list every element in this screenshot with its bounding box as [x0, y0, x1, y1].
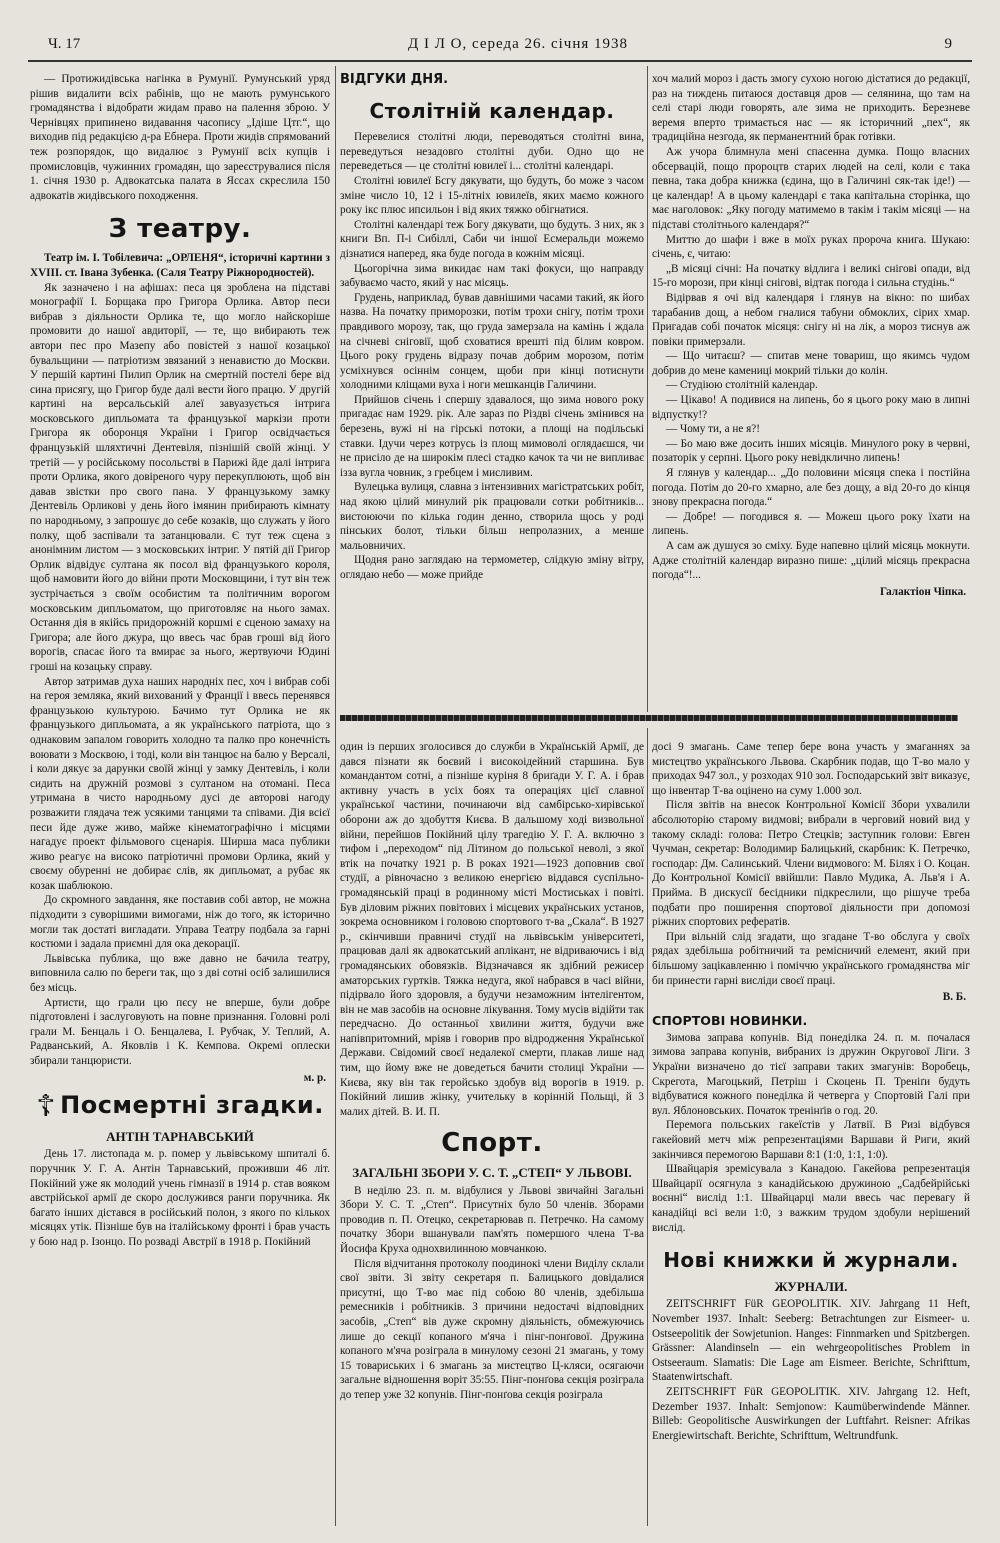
section-divider [340, 715, 958, 721]
article-paragraph: Миттю до шафи і вже в моїх руках пророча книга. Шукаю: січень, є, читаю: [652, 233, 970, 261]
theatre-heading: З театру. [108, 214, 252, 245]
sport-paragraph: досі 9 змагань. Саме тепер бере вона участь у змаганнях за мистецтво українського Львова. Скарбник подав, що Т-во мало у приходах 947 зол., у розходах 910 зол. Господарський звіт виказує, що інвентар Т-ва оцінено на суму 1.000 зол. [652, 741, 970, 797]
obituary-name: АНТІН ТАРНАВСЬКИЙ [106, 1129, 254, 1145]
article-paragraph: Грудень, наприклад, бував давнішими часами такий, як його назва. На початку примoрозки, потім трохи снігу, потім трохи правдивого морозу, так, що груда замерзала на камінь і ждала на січневі сніговії, щоб сховатися врешті під білим ковром. Цього року грудень відразу почав добрим морозом, потім усміхнувся осіннім сонцем, щоби при кінці потиснути холодними кліщами вуха і ноги мешканців Галичини. [340, 291, 644, 392]
theatre-paragraph: До скромного завдання, яке поставив собі автор, не можна підходити з суворішими вимогами, ніж до того, як історично могли так достаті вигладати. Управа Театру подбала за гарні костюми і задала приємні для ока декорації. [30, 894, 330, 951]
obituary-title: Посмертні згадки. [60, 1091, 324, 1120]
article-paragraph: — Студіюю столітній календар. [666, 379, 818, 392]
sport-paragraph: При вільній слід згадати, що згадане Т-во обслуга у своїх рядах здебільша робітничий та ремісничий елемент, який при більшому зацікавленню і поміччю українського громадянства міг би принести гарні висліди своєї праці. [652, 930, 970, 987]
sport-subheading: ЗАГАЛЬНІ ЗБОРИ У. С. Т. „СТЕП“ У ЛЬВОВІ. [352, 1165, 632, 1181]
column-3 [652, 72, 970, 599]
sport-paragraph: В неділю 23. п. м. відбулися у Львові звичайні Загальні Збори У. С. Т. „Степ“. Присутніх було 50 членів. Зборами проводив п. П. Отецко, секретарював п. Петречко. На самому початку Збори вшанували пам'ять помершого члена Т-ва Йосифа Круха однохвилинною мовчанкою. [340, 1184, 644, 1256]
column-divider [647, 728, 648, 1526]
sport-news-item: Швайцарія зремісувала з Канадою. Гакейова репрезентація Швайцарії осягнула з канадійською дружиною „Садбейрійські воєнні“ вислід 1:1. Швайцарці мали ввесь час перевагу й канадійці всі вели 1:0, з важким трудом здобули нерішений вислід. [652, 1163, 970, 1234]
page-header [28, 36, 972, 58]
sport-paragraph: Після звітів на внесок Контрольної Комісії Збори ухвалили абсолюторію старому видмові; вибрали в черговий новий вид у такому складі: голова: Петро Стецків; заступник голови: Евген Чучман, секретар: Володимир Балицький, скарбник: К. Петречко, господар: Дм. Салинський. Члени видмового: М. Білях і О. Коцан. До Контрольної Комісії ввійшли: Павло Мудика, А. Льв'я і А. Прийма. В дискусії бесідники підкреслили, що рішуче треба подбати про поширення спортової діяльности при допомозі ріжних спортових рефератів. [652, 799, 970, 929]
sport-news-item: Зимова заправа копунів. Від понеділка 24. п. м. почалася зимова заправа копунів, вибраних із дружин Округової Ліги. З України визначено до тієї заправи таких змагунів: Воробець, Скрегота, Магоцький, Петріш і Скоцень П. Треніґи будуть відбуватися кожного понеділка й четверга у Спортовій Галі при вул. Яблоновських. Початок тренінґів о год. 20. [652, 1031, 970, 1117]
column-1 [30, 72, 330, 1250]
header-rule [28, 60, 972, 62]
sport-news-item: Перемога польських гакеїстів у Латвії. В Ризі відбувся гакейовий метч між репрезентаціями Варшави й Риги, який закінчився перемогою Варшави 8:1 (1:0, 1:1, 1:0). [652, 1119, 970, 1161]
article-paragraph: Цьогорічна зима викидає нам такі фокуси, що направду забуваємо часто, який у нас місяць. [340, 262, 644, 290]
romania-news: — Протижидівська нагінка в Румунії. Румунський уряд рішив видалити всіх рабінів, що не мають румунського громадянства і відобрати жидам право на палення зброю. У Чернівцях припинено видавання часопису „Ідіше Цтг.“, що виходив під редакцією д-ра Ебнера. Проти жидів спрямований теж розпорядок, що видалює з Румунії всіх купців і промисловців, чужинних громадян, що зареєструвалися після 1. січня 1930 р. Адвокатська палата в Яссах скреслила 150 адвокатів жидівського походження. [30, 73, 330, 202]
sport-paragraph: Після відчитання протоколу поодинокі члени Виділу склали свої звіти. Зі звіту секретаря п. Балицького довідалися присутні, що Т-во має під собою 80 членів, здебільша ремесників і робітників. З причини недостачі відповідних засобів, „Степ“ вів дуже скромну діяльність, обмежуючись лише до секції копаного м'яча і пінг-понґової. Дружина копаного м'яча розіграла в минулому сезоні 21 змагань, у тому 15 товариських і 6 змагань за мистецтво Ц-кляси, осягаючи загальне відношення воріт 35:55. Пінг-понґова секція розіграла до тепер уже 32 копунів. Пінг-понґова секція розіграла [340, 1257, 644, 1401]
article-paragraph: — Цікаво! А подивися на липень, бо я цього року маю в липні відпустку!? [652, 394, 970, 421]
column-2 [340, 72, 644, 583]
column-divider [647, 66, 648, 712]
article-paragraph: хоч малий мороз і дасть змогу сухою ногою дістатися до редакції, раз на тиждень питаюся доставця дров — селянина, що там на селі старі люди говорять, але зима не приходить. Березневе веремя вперто тримається нас — як історичний „пех“, як традиційна незгода, як перманентний брак готівки. [652, 73, 970, 144]
article-paragraph: — Бо маю вже досить інших місяців. Минулого року в червні, позаторік у серпні. Цього року невідклично липень! [652, 437, 970, 465]
bottom-middle-column [340, 740, 644, 1403]
theatre-signature: м. р. [303, 1071, 326, 1084]
obituary-continuation: один із перших зголосився до служби в Українській Армії, де дався пізнати як боєвий і високоідейний старшина. Був командантом сотні, а пізніше куріня 8 бриґади У. Г. А. і брав активну участь в усіх боях та операціях цієї славної української частини, починаючи від самбірсько-хирівської оборони аж до здобуття Києва. В дальшому ході визвольної війни, перейшов Покійний цілу трагедію У. Г. А. включно з тифом і „переходом“ під Літином до польської неволі, з якої втік на початку 1921 р. В роках 1921—1923 доповнив свої студії, а рівночасно з великою енергією віддався суспільно-громадянській праці в родинному місті Мостиськах і повіті. Був діловим ріжних повітових і місцевих українських установ, зокрема основником і головою спортового т-ва „Скала“. В 1927 р., скінчивши правничі студії на львівськім університеті, працював далі як адвокатський аплікант, не відриваючись і від громадянських обовязків. Відзначався як здібний режисер аматорських гуртків. Тяжка недуга, якої набрався в часі війни, підірвало його здоровля, а будучи незаможним інтелігентом, він не мав засобів на основне лікування. Тому мусів відійти так передчасно. До останньої хвилини життя, будучи вже напівпритомний, мріяв і говорив про відродження Української Держави. Свідомий своєї недалекої смерти, плакав лише над тим, що йому вже не доведеться бачити столиці України — Києва, яку він так геройсько здобув від ворогів в 1919. р. Покійний лишив жінку, учительку в корінній Польщі, й 3 малих дітей. В. И. П. [340, 741, 644, 1118]
journal-entry: ZEITSCHRIFT FüR GEOPOLITIK. XIV. Jahrgang 11 Heft, November 1937. Inhalt: Seeberg: Betrachtungen zur Eismeer- u. Ostseepolitik der Sowjetunion. Hanges: Finnmarken und Spitzbergen. Grässner: Alandinseln — ein wehrgeopolitisches Problem in Ostseeraum. Slamatis: Die Lage am Eismeer. Berichte, Schrifttum, Staatenwirtschaft. [652, 1298, 970, 1384]
books-subheading: ЖУРНАЛИ. [774, 1279, 848, 1295]
article-paragraph: Перевелися столітні люди, переводяться столітні вина, переведуться незадовго столітні дуби. Одно що не переведеться — це столітні ювилеї і... столітні календарі. [340, 131, 644, 173]
books-heading: Нові книжки й журнали. [663, 1248, 959, 1273]
sport-news-heading: СПОРТОВІ НОВИНКИ. [652, 1012, 808, 1028]
page-number: 9 [944, 36, 952, 52]
article-paragraph: Столітні календарі теж Богу дякувати, що будуть. З них, як з книги Вп. П-і Сибіллі, Саби чи іншої Есмеральди можемо дізнатися наперед, яка буде погода в кожнім місяці. [340, 218, 644, 260]
article-paragraph: Відірвав я очі від календаря і глянув на вікно: по шибах тарабанив дощ, а небом гналися табуни обмоклих, сірих хмар. Пригадав собі початок місяця: снігу ні на лік, а мороз тиснув аж повіки примерзали. [652, 291, 970, 348]
bottom-right-column [652, 740, 970, 1443]
orthodox-cross-icon: ☦ [36, 1089, 57, 1125]
article-paragraph: А сам аж душуся зо сміху. Буде напевно цілий місяць мокнути. Адже столітній календар виразно пише: „цілий місяць прекрасна погода“!... [652, 540, 970, 582]
theatre-lead: Театр ім. І. Тобілевича: „ОРЛЕНЯ“, історичні картини з XVIII. ст. Івана Зубенка. (Саля Театру Ріжнородностей). [30, 252, 330, 279]
article-paragraph: — Що читаєш? — спитав мене товариш, що якимсь чудом добрив до мене камениці мокрий тільки до колін. [652, 350, 970, 377]
article-title: Столітній календар. [369, 99, 615, 124]
theatre-paragraph: Артисти, що грали цю пєсу не вперше, були добре підготовлені і заслуговують на повне признання. Головні ролі грали М. Бенцаль і О. Бенцалева, І. Рубчак, У. Теплий, А. Радванський, А. Яковлів і К. Кемпова. Окремі оплески збирали танцюристи. [30, 996, 330, 1067]
theatre-paragraph: Як зазначено і на афішах: песа ця зроблена на підставі монографії І. Борщака про Григора Орлика. Автор песи вибрав з діяльности Орлика те, що могло найскоріше промовити до нашої авдиторії, — те, що вибирають теж автори пес про Мазепу або повістей з нашої козацької бувальщини — патріотизм звязаний з ненавистю до Москви. У першій картині Пилип Орлик на смертній постелі бере від сина присягу, що Григор буде далі вести його працю. У другій картині на версальській алеї завуазується інтрига московського дипльомата та французької маркізи проти Григора як оборонця України і Григор освідчається французькій шляхтичні Дентевіля, пізнішій своїй жінці. У третій — у російському посольстві в Парижі йде далі інтрига проти Орлика, якого довіреного чуру перекуплюють, щоб він давав звістки про свого пана. У французькому замку Дентевіль Орликові у день його імянин прибирають кімнату по народньому, з запрошує до себе козаків, що служать у його полку, щоб заспівали та затанцювали. Є тут теж сцена з анонімним листом — з московських інтриг. У пятій дії Григор Орлик відвідує султана як посол від французького короля, щоб намовити його до війни проти Московщини, і тут він теж зустрічається з своїм особистим та політичним ворогом московським дипльоматом, що приготовляє на нього замах. Остання дія в якійсь придорожній коршмі є сценою замаху на Григора; але його джура, що ввесь час брав гроші від його ворогів, спасає його та вмирає за нього, жертвуючи Юдині гроші на козацьку справу. [30, 281, 330, 673]
article-paragraph: Прийшов січень і спершу здавалося, що зима нового року пригадає нам 1929. рік. Але зараз по Різдві січень змінився на березень, вужі ні на гірські потоки, а площі на подільські ставки. Ідучи через котрусь із площ мимоволі оглядаєшся, чи не присіло де на широкім плесі стадко качок та чи не випливає ізза вугла човник, з гребцем і мисливим. [340, 393, 644, 479]
article-paragraph: Щодня рано заглядаю на термометер, слідкую зміну вітру, оглядаю небо — може прийде [340, 554, 644, 582]
masthead-date: Д І Л О, середа 26. січня 1938 [408, 36, 629, 52]
journal-entry: ZEITSCHRIFT FüR GEOPOLITIK. XIV. Jahrgang 12. Heft, Dezember 1937. Inhalt: Semjonow: Kaumüberwindende Männer. Billeb: Geopolitische Auswirkungen der Luftfahrt. Reisner: Afrikas Energiewirtschaft. Berichte, Schrifttum, Weltrundfunk. [652, 1385, 970, 1442]
article-paragraph: Вулецька вулиця, славна з інтензивних магістратських робіт, над якою цілий минулий рік працювали сотки робітників... вистоюючи по кілька годин денно, створила щось у роді пінських болот, тільки більш непролазних, а менше мальовничих. [340, 481, 644, 552]
theatre-paragraph: Львівська публика, що вже давно не бачила театру, виповнила салю по береги так, що з двi сотні осіб залишилися без місць. [30, 952, 330, 995]
sport-signature: В. Б. [942, 991, 966, 1004]
obituary-heading [30, 1089, 330, 1123]
article-paragraph: Аж учора блимнула мені спасенна думка. Пощо власних обсервацій, пощо пророцтв старих людей на селі, коли є така певна, така добра книжка (єдина, що в Галичині сяк-так іде!) — це календар! А в цьому календарі є така капітальна сторінка, що має наголовок: „Яку погоду матимемо в такім і такім місяці — на підставі столітнього календаря?“ [652, 145, 970, 231]
column-divider [335, 66, 336, 1526]
article-paragraph: Столітні ювилеї Бсгу дякувати, що будуть, бо може з часом зміне число 10, 12 і 15-літніх ювилеїв, яких маємо кожного року ікс плюс ипсильон і від яких тяжко обігнатися. [340, 174, 644, 217]
article-signature: Галактіон Чіпка. [879, 585, 966, 598]
article-paragraph: — Добре! — погодився я. — Можеш цього року їхати на липень. [652, 510, 970, 538]
sport-heading: Спорт. [441, 1128, 543, 1159]
obituary-paragraph: День 17. листопада м. р. помер у львівському шпиталі б. поручник У. Г. А. Антін Тарнавський, проживши 46 літ. Покійний уже як молодий учень гімназії в 1914 р. став вояком австрійської армії де скоро дослужився ранги поручника. Як багато інших дістався в російський полон, з якого по кількох місяцях утік. Пізніше був на італійському фронті і брав участь у бою над р. Ізонцо. По розваді Австрії в 1918 р. Покійний [30, 1148, 330, 1248]
article-quote: „В місяці січні: На початку відлига і великі снігові опади, від 15-го морози, при кінці снігові, відтак погода і сильна студінь.“ [652, 262, 970, 290]
section-kicker: ВІДГУКИ ДНЯ. [340, 72, 449, 87]
issue-number: Ч. 17 [48, 36, 81, 52]
theatre-paragraph: Автор затримав духа наших народніх пес, хоч і вибрав собі на героя земляка, який вихований у Франції і ввесь перенявся французькою культурою. Бачимо тут Орлика не як французького дипльомата, а як українського патріота, що з однаковим запалом говорить холодно та палко про конечність воювати з Москвою, і тоді, коли він танцює на балю у Версалі, і коли дякує за дарунки своїй жінці у замку Дентевіль, і коли сидить на дружній розмові з султаном на отомані. Песа утримана в чисто народньому дусі де авторові нагоду розважити глядача теж усякими танцями та співами. Дія всієї песи йде дуже живо, майже кінематографічно і місцями нагадує проект фільмового сценарія. Ширша маса публики живо реагує на високо патріотичні промови Орлика, який у своєму обуренні не добирає слів, як дипльомат, а рубає як козак шаблюкою. [30, 675, 330, 892]
article-paragraph: — Чому ти, а не я?! [666, 423, 760, 436]
article-paragraph: Я глянув у календар... „До половини місяця спека і постійна погода. Потім до 20-го хмарно, але без дощу, а від 20-го до кінця знову прекрасна погода.“ [652, 467, 970, 509]
